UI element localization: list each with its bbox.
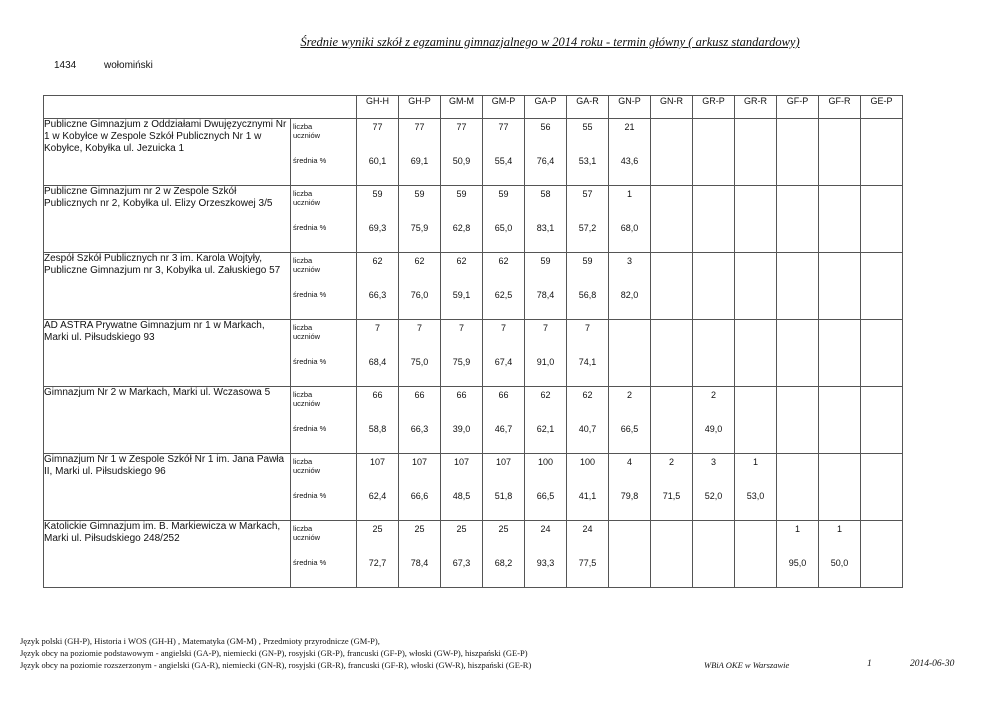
student-count: 62	[456, 256, 467, 266]
score-cell	[651, 253, 693, 320]
score-cell	[777, 387, 819, 454]
footer-organization: WBiA OKE w Warszawie	[704, 660, 790, 670]
score-cell	[567, 387, 609, 454]
column-header: GE-P	[861, 96, 903, 119]
count-label: liczba uczniów	[293, 524, 321, 542]
score-cell	[399, 454, 441, 521]
score-cell	[525, 521, 567, 588]
count-label: liczba uczniów	[293, 323, 321, 341]
score-cell	[525, 253, 567, 320]
footer-date: 2014-06-30	[910, 659, 955, 669]
score-cell	[399, 186, 441, 253]
score-cell	[567, 320, 609, 387]
student-count: 107	[495, 457, 512, 467]
average-score: 48,5	[452, 491, 471, 501]
score-cell	[861, 521, 903, 588]
school-name: Gimnazjum Nr 1 w Zespole Szkół Nr 1 im. Jana Pawła II, Marki ul. Piłsudskiego 96	[44, 454, 291, 521]
score-cell	[693, 253, 735, 320]
score-cell	[777, 253, 819, 320]
score-cell	[567, 253, 609, 320]
average-score: 39,0	[452, 424, 471, 434]
score-cell	[567, 521, 609, 588]
column-header: GN-R	[651, 96, 693, 119]
score-cell	[777, 454, 819, 521]
average-score: 51,8	[494, 491, 513, 501]
student-count: 7	[374, 323, 380, 333]
average-score: 41,1	[578, 491, 597, 501]
score-cell	[651, 186, 693, 253]
table-row	[44, 387, 903, 454]
school-name: Zespół Szkół Publicznych nr 3 im. Karola Wojtyły, Publiczne Gimnazjum nr 3, Kobyłka ul. Załuskiego 57	[44, 253, 291, 320]
student-count: 77	[372, 122, 383, 132]
student-count: 59	[498, 189, 509, 199]
student-count: 77	[498, 122, 509, 132]
average-score: 69,3	[368, 223, 387, 233]
student-count: 66	[414, 390, 425, 400]
average-score: 66,6	[410, 491, 429, 501]
score-cell	[357, 387, 399, 454]
column-header: GH-P	[399, 96, 441, 119]
average-label: średnia %	[293, 290, 327, 299]
average-score: 76,0	[410, 290, 429, 300]
score-cell	[609, 521, 651, 588]
score-cell	[819, 186, 861, 253]
column-header: GF-R	[819, 96, 861, 119]
average-score: 74,1	[578, 357, 597, 367]
count-label: liczba uczniów	[293, 122, 321, 140]
student-count: 62	[582, 390, 593, 400]
student-count: 24	[582, 524, 593, 534]
student-count: 59	[372, 189, 383, 199]
score-cell	[819, 119, 861, 186]
page-number: 1	[867, 659, 872, 669]
average-label: średnia %	[293, 424, 327, 433]
student-count: 7	[542, 323, 548, 333]
average-score: 53,1	[578, 156, 597, 166]
score-cell	[861, 387, 903, 454]
score-cell	[567, 119, 609, 186]
district-name: wołomiński	[104, 60, 153, 71]
column-header: GA-R	[567, 96, 609, 119]
row-labels	[291, 186, 357, 253]
student-count: 100	[537, 457, 554, 467]
score-cell	[525, 119, 567, 186]
student-count: 66	[456, 390, 467, 400]
average-score: 72,7	[368, 558, 387, 568]
score-cell	[399, 387, 441, 454]
score-cell	[525, 454, 567, 521]
legend-line: Język obcy na poziomie rozszerzonym - angielski (GA-R), niemiecki (GN-R), rosyjski (GR-R), francuski (GF-R), włoski (GW-R), hiszpański (GE-R)	[20, 660, 532, 670]
score-cell	[399, 521, 441, 588]
average-label: średnia %	[293, 357, 327, 366]
student-count: 2	[626, 390, 632, 400]
student-count: 57	[582, 189, 593, 199]
score-cell	[735, 521, 777, 588]
row-labels	[291, 387, 357, 454]
student-count: 56	[540, 122, 551, 132]
school-name: Gimnazjum Nr 2 w Markach, Marki ul. Wczasowa 5	[44, 387, 291, 454]
average-score: 65,0	[494, 223, 513, 233]
table-row	[44, 454, 903, 521]
legend-line: Język obcy na poziomie podstawowym - angielski (GA-P), niemiecki (GN-P), rosyjski (GR-P), francuski (GF-P), włoski (GW-P), hiszpański (GE-P)	[20, 648, 528, 658]
student-count: 24	[540, 524, 551, 534]
student-count: 2	[668, 457, 674, 467]
average-score: 50,9	[452, 156, 471, 166]
column-header: GA-P	[525, 96, 567, 119]
average-score: 77,5	[578, 558, 597, 568]
student-count: 7	[416, 323, 422, 333]
score-cell	[483, 186, 525, 253]
average-score: 60,1	[368, 156, 387, 166]
score-cell	[441, 387, 483, 454]
student-count: 21	[624, 122, 635, 132]
student-count: 66	[372, 390, 383, 400]
table-row	[44, 521, 903, 588]
student-count: 25	[498, 524, 509, 534]
student-count: 59	[540, 256, 551, 266]
score-cell	[357, 521, 399, 588]
score-cell	[441, 320, 483, 387]
student-count: 7	[584, 323, 590, 333]
score-cell	[441, 186, 483, 253]
score-cell	[483, 454, 525, 521]
score-cell	[735, 454, 777, 521]
row-labels	[291, 119, 357, 186]
student-count: 4	[626, 457, 632, 467]
student-count: 107	[411, 457, 428, 467]
average-label: średnia %	[293, 491, 327, 500]
student-count: 25	[414, 524, 425, 534]
score-cell	[819, 454, 861, 521]
average-score: 62,1	[536, 424, 555, 434]
score-cell	[357, 186, 399, 253]
average-score: 59,1	[452, 290, 471, 300]
row-labels	[291, 253, 357, 320]
score-cell	[651, 521, 693, 588]
score-cell	[735, 119, 777, 186]
score-cell	[525, 320, 567, 387]
score-cell	[609, 186, 651, 253]
average-score: 56,8	[578, 290, 597, 300]
average-score: 62,4	[368, 491, 387, 501]
legend-line: Język polski (GH-P), Historia i WOS (GH-H) , Matematyka (GM-M) , Przedmioty przyrodnicze (GM-P),	[20, 636, 380, 646]
student-count: 107	[453, 457, 470, 467]
student-count: 66	[498, 390, 509, 400]
column-header: GM-M	[441, 96, 483, 119]
score-cell	[735, 253, 777, 320]
student-count: 1	[794, 524, 800, 534]
average-score: 83,1	[536, 223, 555, 233]
score-cell	[777, 119, 819, 186]
score-cell	[525, 186, 567, 253]
student-count: 107	[369, 457, 386, 467]
score-cell	[651, 119, 693, 186]
score-cell	[861, 186, 903, 253]
score-cell	[819, 521, 861, 588]
student-count: 1	[836, 524, 842, 534]
average-score: 62,8	[452, 223, 471, 233]
average-score: 68,2	[494, 558, 513, 568]
score-cell	[651, 387, 693, 454]
score-cell	[693, 186, 735, 253]
column-header: GN-P	[609, 96, 651, 119]
table-header-row	[44, 96, 903, 119]
score-cell	[441, 521, 483, 588]
table-row	[44, 119, 903, 186]
table-row	[44, 253, 903, 320]
average-score: 62,5	[494, 290, 513, 300]
student-count: 7	[500, 323, 506, 333]
average-score: 53,0	[746, 491, 765, 501]
district-code: 1434	[54, 60, 77, 71]
student-count: 3	[626, 256, 632, 266]
score-cell	[357, 454, 399, 521]
score-cell	[777, 521, 819, 588]
average-score: 79,8	[620, 491, 639, 501]
student-count: 62	[498, 256, 509, 266]
average-score: 69,1	[410, 156, 429, 166]
score-cell	[609, 387, 651, 454]
student-count: 62	[372, 256, 383, 266]
score-cell	[777, 320, 819, 387]
score-cell	[861, 454, 903, 521]
average-score: 75,9	[410, 223, 429, 233]
score-cell	[483, 521, 525, 588]
score-cell	[735, 387, 777, 454]
school-name: Publiczne Gimnazjum nr 2 w Zespole Szkół Publicznych nr 2, Kobyłka ul. Elizy Orzeszkowej 3/5	[44, 186, 291, 253]
student-count: 3	[710, 457, 716, 467]
average-score: 68,4	[368, 357, 387, 367]
student-count: 58	[540, 189, 551, 199]
score-cell	[483, 253, 525, 320]
score-cell	[693, 387, 735, 454]
average-label: średnia %	[293, 156, 327, 165]
student-count: 77	[414, 122, 425, 132]
student-count: 77	[456, 122, 467, 132]
results-table	[43, 95, 903, 588]
average-score: 78,4	[410, 558, 429, 568]
student-count: 59	[456, 189, 467, 199]
average-score: 67,3	[452, 558, 471, 568]
average-score: 68,0	[620, 223, 639, 233]
score-cell	[693, 119, 735, 186]
table-body	[44, 119, 903, 588]
average-score: 71,5	[662, 491, 681, 501]
score-cell	[777, 186, 819, 253]
school-name: Katolickie Gimnazjum im. B. Markiewicza w Markach, Marki ul. Piłsudskiego 248/252	[44, 521, 291, 588]
score-cell	[567, 186, 609, 253]
student-count: 7	[458, 323, 464, 333]
average-score: 66,3	[368, 290, 387, 300]
student-count: 62	[414, 256, 425, 266]
average-label: średnia %	[293, 558, 327, 567]
score-cell	[441, 454, 483, 521]
average-score: 93,3	[536, 558, 555, 568]
average-score: 78,4	[536, 290, 555, 300]
score-cell	[735, 186, 777, 253]
average-score: 40,7	[578, 424, 597, 434]
score-cell	[399, 253, 441, 320]
score-cell	[357, 119, 399, 186]
column-header: GR-P	[693, 96, 735, 119]
column-header: GH-H	[357, 96, 399, 119]
score-cell	[861, 253, 903, 320]
student-count: 25	[372, 524, 383, 534]
school-name: AD ASTRA Prywatne Gimnazjum nr 1 w Markach, Marki ul. Piłsudskiego 93	[44, 320, 291, 387]
row-labels	[291, 320, 357, 387]
average-score: 55,4	[494, 156, 513, 166]
column-header: GM-P	[483, 96, 525, 119]
table-row	[44, 320, 903, 387]
score-cell	[693, 454, 735, 521]
row-labels	[291, 521, 357, 588]
score-cell	[861, 320, 903, 387]
count-label: liczba uczniów	[293, 256, 321, 274]
row-labels	[291, 454, 357, 521]
score-cell	[819, 253, 861, 320]
score-cell	[861, 119, 903, 186]
count-label: liczba uczniów	[293, 457, 321, 475]
student-count: 59	[582, 256, 593, 266]
report-title: Średnie wyniki szkół z egzaminu gimnazjalnego w 2014 roku - termin główny ( arkusz standardowy)	[300, 35, 800, 49]
header-blank-cell	[44, 96, 357, 119]
student-count: 25	[456, 524, 467, 534]
count-label: liczba uczniów	[293, 189, 321, 207]
score-cell	[483, 387, 525, 454]
score-cell	[693, 320, 735, 387]
score-cell	[609, 119, 651, 186]
average-score: 95,0	[788, 558, 807, 568]
subject-legend	[20, 635, 531, 671]
average-score: 50,0	[830, 558, 849, 568]
average-score: 66,5	[620, 424, 639, 434]
column-header: GF-P	[777, 96, 819, 119]
average-score: 82,0	[620, 290, 639, 300]
score-cell	[735, 320, 777, 387]
score-cell	[525, 387, 567, 454]
score-cell	[651, 454, 693, 521]
score-cell	[651, 320, 693, 387]
score-cell	[483, 320, 525, 387]
score-cell	[819, 387, 861, 454]
average-score: 46,7	[494, 424, 513, 434]
student-count: 1	[752, 457, 758, 467]
average-score: 49,0	[704, 424, 723, 434]
score-cell	[693, 521, 735, 588]
average-score: 91,0	[536, 357, 555, 367]
score-cell	[483, 119, 525, 186]
school-name: Publiczne Gimnazjum z Oddziałami Dwujęzycznymi Nr 1 w Kobyłce w Zespole Szkół Publicznych Nr 1 w Kobyłce, Kobyłka ul. Jezuicka 1	[44, 119, 291, 186]
count-label: liczba uczniów	[293, 390, 321, 408]
score-cell	[609, 320, 651, 387]
average-score: 57,2	[578, 223, 597, 233]
average-score: 58,8	[368, 424, 387, 434]
score-cell	[441, 119, 483, 186]
average-score: 76,4	[536, 156, 555, 166]
score-cell	[399, 320, 441, 387]
average-score: 66,3	[410, 424, 429, 434]
table-row	[44, 186, 903, 253]
student-count: 55	[582, 122, 593, 132]
score-cell	[567, 454, 609, 521]
student-count: 62	[540, 390, 551, 400]
score-cell	[609, 454, 651, 521]
column-header: GR-R	[735, 96, 777, 119]
student-count: 1	[626, 189, 632, 199]
average-score: 67,4	[494, 357, 513, 367]
average-score: 66,5	[536, 491, 555, 501]
average-label: średnia %	[293, 223, 327, 232]
score-cell	[609, 253, 651, 320]
student-count: 2	[710, 390, 716, 400]
score-cell	[357, 253, 399, 320]
score-cell	[441, 253, 483, 320]
score-cell	[357, 320, 399, 387]
score-cell	[399, 119, 441, 186]
score-cell	[819, 320, 861, 387]
student-count: 100	[579, 457, 596, 467]
average-score: 75,9	[452, 357, 471, 367]
student-count: 59	[414, 189, 425, 199]
average-score: 43,6	[620, 156, 639, 166]
average-score: 75,0	[410, 357, 429, 367]
average-score: 52,0	[704, 491, 723, 501]
